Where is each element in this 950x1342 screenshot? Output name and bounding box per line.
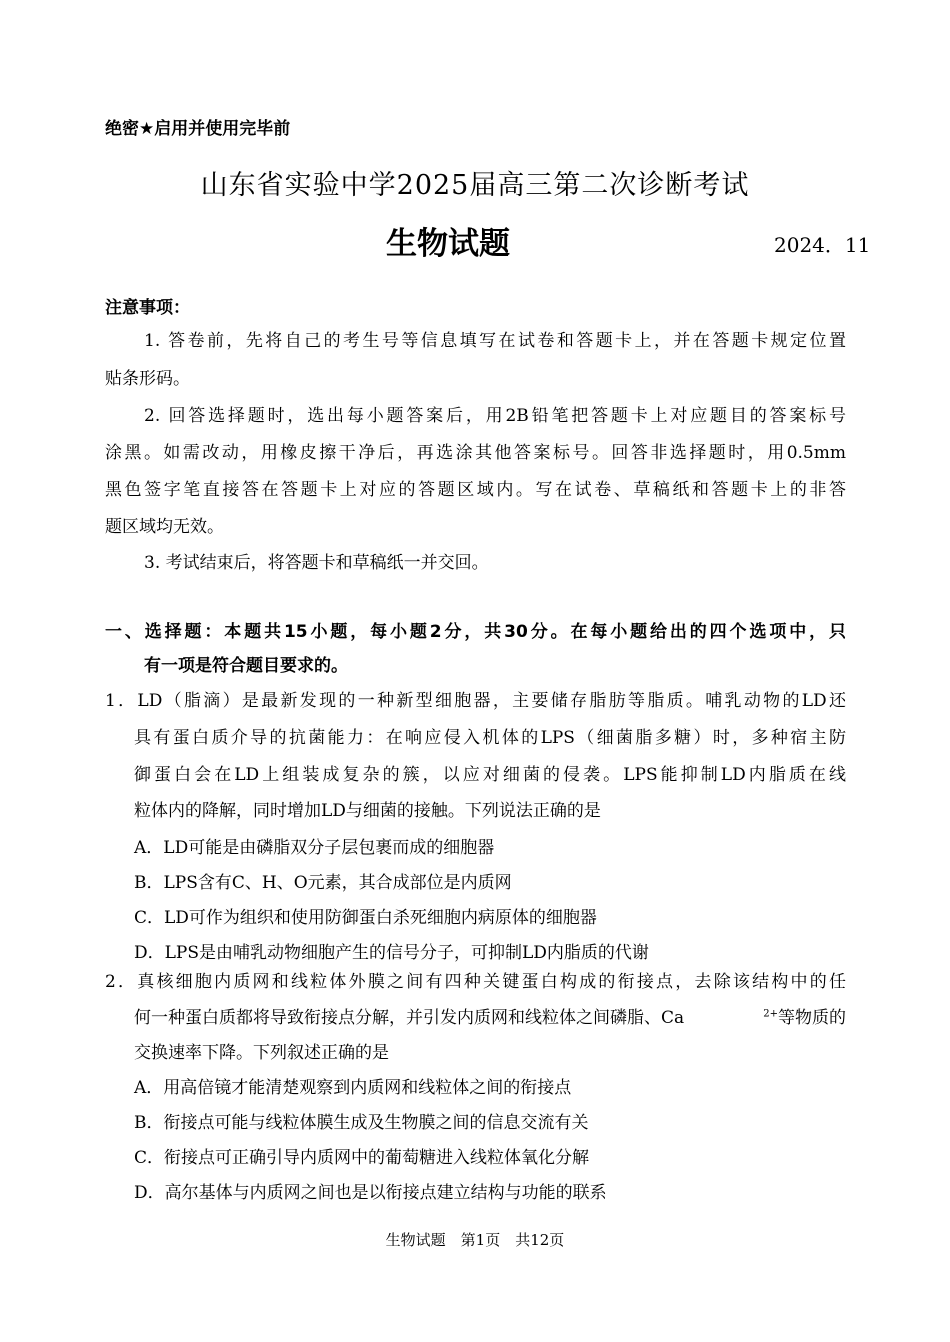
- notice-line: 1. 答卷前，先将自己的考生号等信息填写在试卷和答题卡上，并在答题卡规定位置: [144, 331, 846, 351]
- question-2-option-b: B．衔接点可能与线粒体膜生成及生物膜之间的信息交流有关: [134, 1113, 589, 1133]
- subject-title: 生物试题: [386, 226, 510, 262]
- question-2-option-c: C．衔接点可正确引导内质网中的葡萄糖进入线粒体氧化分解: [134, 1148, 590, 1168]
- question-2-option-d: D．高尔基体与内质网之间也是以衔接点建立结构与功能的联系: [134, 1183, 607, 1203]
- question-2-stem-text: 等物质的: [778, 1008, 846, 1028]
- question-2-stem: 交换速率下降。下列叙述正确的是: [134, 1043, 389, 1063]
- question-2-stem-text: 何一种蛋白质都将导致衔接点分解，并引发内质网和线粒体之间磷脂、Ca: [134, 1008, 685, 1028]
- notice-line: 黑色签字笔直接答在答题卡上对应的答题区域内。写在试卷、草稿纸和答题卡上的非答: [105, 480, 846, 500]
- question-2-stem: 2．真核细胞内质网和线粒体外膜之间有四种关键蛋白构成的衔接点，去除该结构中的任: [105, 972, 846, 992]
- notice-line: 贴条形码。: [105, 369, 190, 389]
- question-1-option-d: D．LPS是由哺乳动物细胞产生的信号分子，可抑制LD内脂质的代谢: [134, 943, 649, 963]
- question-1-option-a: A．LD可能是由磷脂双分子层包裹而成的细胞器: [134, 838, 495, 858]
- notice-heading: 注意事项：: [105, 298, 190, 318]
- question-1-stem: 御蛋白会在LD上组装成复杂的簇，以应对细菌的侵袭。LPS能抑制LD内脂质在线: [134, 765, 846, 785]
- question-1-stem: 1．LD（脂滴）是最新发现的一种新型细胞器，主要储存脂肪等脂质。哺乳动物的LD还: [105, 691, 846, 711]
- charge-superscript: 2+: [763, 1008, 778, 1020]
- notice-line: 题区域均无效。: [105, 517, 224, 537]
- question-2-stem: [134, 1007, 846, 1029]
- section-heading-cont: 有一项是符合题目要求的。: [144, 656, 348, 676]
- notice-line: 涂黑。如需改动，用橡皮擦干净后，再选涂其他答案标号。回答非选择题时，用0.5mm: [105, 443, 846, 463]
- section-heading: 一、选择题：本题共15小题，每小题2分，共30分。在每小题给出的四个选项中，只: [105, 622, 846, 642]
- notice-line: 3. 考试结束后，将答题卡和草稿纸一并交回。: [144, 553, 489, 573]
- question-1-option-b: B．LPS含有C、H、O元素，其合成部位是内质网: [134, 873, 512, 893]
- question-1-stem: 具有蛋白质介导的抗菌能力：在响应侵入机体的LPS（细菌脂多糖）时，多种宿主防: [134, 728, 846, 748]
- question-2-option-a: A．用高倍镜才能清楚观察到内质网和线粒体之间的衔接点: [134, 1078, 572, 1098]
- page-footer: 生物试题 第1页 共12页: [385, 1231, 565, 1249]
- question-1-stem: 粒体内的降解，同时增加LD与细菌的接触。下列说法正确的是: [134, 801, 601, 821]
- exam-date: 2024．11: [774, 233, 871, 257]
- question-2-stem-text: [763, 1007, 846, 1029]
- notice-line: 2. 回答选择题时，选出每小题答案后，用2B铅笔把答题卡上对应题目的答案标号: [144, 406, 846, 426]
- exam-title: 山东省实验中学2025届高三第二次诊断考试: [200, 170, 750, 201]
- question-1-option-c: C．LD可作为组织和使用防御蛋白杀死细胞内病原体的细胞器: [134, 908, 597, 928]
- confidential-label: 绝密★启用并使用完毕前: [105, 119, 291, 139]
